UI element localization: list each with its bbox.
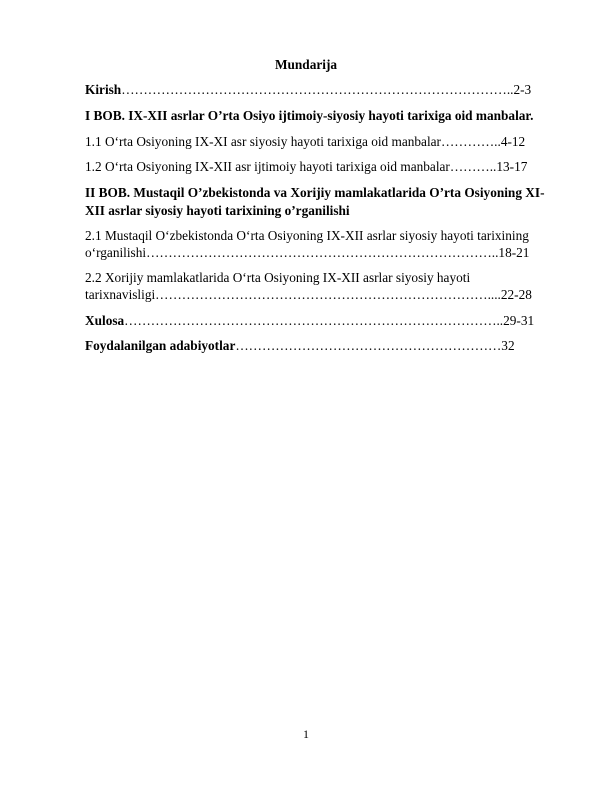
toc-section-1-1: 1.1 O‘rta Osiyoning IX-XI asr siyosiy hayoti tarixiga oid manbalar…………..4-12 — [85, 134, 526, 149]
toc-section-1-2: 1.2 O‘rta Osiyoning IX-XII asr ijtimoiy hayoti tarixiga oid manbalar………..13-17 — [85, 159, 528, 174]
toc-entry-leader: ……………………………………………………………………………..2-3 — [121, 82, 532, 97]
toc-section-2-2-line-2: tarixnavisligi…………………………………………………………………....22-28 — [85, 287, 532, 302]
page-number: 1 — [303, 727, 309, 741]
toc-chapter-2-line-2: XII asrlar siyosiy hayoti tarixining o’rganilishi — [85, 203, 350, 218]
toc-entry-title: Xulosa — [85, 313, 125, 328]
toc-section-2-2-line-1: 2.2 Xorijiy mamlakatlarida O‘rta Osiyoning IX-XII asrlar siyosiy hayoti — [85, 270, 471, 285]
toc-section-2-1-line-1: 2.1 Mustaqil O‘zbekistonda O‘rta Osiyoning IX-XII asrlar siyosiy hayoti tarixining — [85, 228, 529, 243]
page-title: Mundarija — [274, 57, 338, 72]
toc-entry-kirish — [85, 82, 531, 98]
toc-entry-xulosa — [85, 313, 534, 329]
toc-section-2-1-line-2: o‘rganilishi……………………………………………………………………..18-21 — [85, 245, 530, 260]
toc-chapter-1: I BOB. IX-XII asrlar O’rta Osiyo ijtimoiy-siyosiy hayoti tarixiga oid manbalar. — [85, 108, 534, 123]
toc-chapter-2-line-1: II BOB. Mustaqil O’zbekistonda va Xorijiy mamlakatlarida O’rta Osiyoning XI- — [85, 185, 545, 200]
toc-entry-title: Kirish — [85, 82, 122, 97]
toc-entry-leader: ……………………………………………………32 — [235, 338, 515, 353]
toc-entry-title: Foydalanilgan adabiyotlar — [85, 338, 236, 353]
toc-entry-foydalanilgan — [85, 338, 515, 354]
toc-entry-leader: …………………………………………………………………………..29-31 — [124, 313, 535, 328]
